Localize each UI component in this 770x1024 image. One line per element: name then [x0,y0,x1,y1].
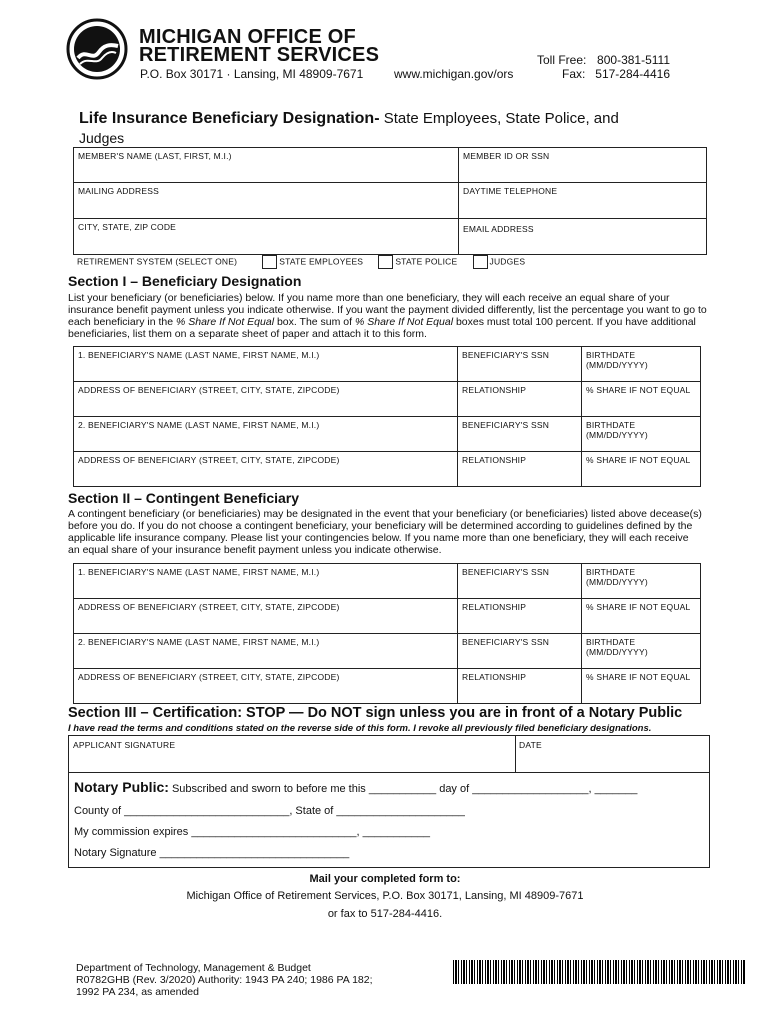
certification-box [68,735,710,868]
signature-date-field[interactable]: DATE [515,736,709,773]
beneficiary2-share-field[interactable]: % SHARE IF NOT EQUAL [582,452,701,487]
section1-title: Section I – Beneficiary Designation [68,273,302,289]
notary-statement: Notary Public: Subscribed and sworn to before me this ___________ day of ___________________, _______ [74,779,638,795]
mailing-address-field[interactable]: MAILING ADDRESS [74,183,459,219]
email-field[interactable]: EMAIL ADDRESS [459,219,707,255]
contingent2-relationship-field[interactable]: RELATIONSHIP [458,669,582,704]
beneficiary2-relationship-field[interactable]: RELATIONSHIP [458,452,582,487]
mail-fax: or fax to 517-284-4416. [327,908,443,920]
beneficiary2-ssn-field[interactable]: BENEFICIARY'S SSN [458,417,582,452]
judges-checkbox[interactable] [473,255,488,269]
state-employees-checkbox[interactable] [262,255,277,269]
contingent2-name-field[interactable]: 2. BENEFICIARY'S NAME (LAST NAME, FIRST NAME, M.I.) [74,634,458,669]
retirement-system-row: RETIREMENT SYSTEM (SELECT ONE) STATE EMPLOYEES STATE POLICE JUDGES [77,255,706,269]
section2-title: Section II – Contingent Beneficiary [68,490,300,506]
beneficiary1-birthdate-field[interactable]: BIRTHDATE (MM/DD/YYYY) [582,347,701,382]
member-name-field[interactable]: MEMBER'S NAME (LAST, FIRST, M.I.) [74,148,459,183]
beneficiary2-address-field[interactable]: ADDRESS OF BENEFICIARY (STREET, CITY, STATE, ZIPCODE) [74,452,458,487]
applicant-signature-field[interactable]: APPLICANT SIGNATURE [69,736,516,773]
beneficiary1-share-field[interactable]: % SHARE IF NOT EQUAL [582,382,701,417]
beneficiary1-name-field[interactable]: 1. BENEFICIARY'S NAME (LAST NAME, FIRST NAME, M.I.) [74,347,458,382]
section1-instructions: List your beneficiary (or beneficiaries) below. If you name more than one beneficiary, they will each receive an equal share of your insurance benefit payment unless you indicate otherwise. If you want the payment divided differently, list the percentage you want to go to each beneficiary in the % Share If Not Equal box. The sum of % Share If Not Equal boxes must total 100 percent. If you have additional beneficiaries, list them on a separate sheet of paper and attach it to this form. [68,292,707,340]
contingent1-share-field[interactable]: % SHARE IF NOT EQUAL [582,599,701,634]
beneficiary2-name-field[interactable]: 2. BENEFICIARY'S NAME (LAST NAME, FIRST NAME, M.I.) [74,417,458,452]
contingent1-birthdate-field[interactable]: BIRTHDATE (MM/DD/YYYY) [582,564,701,599]
contingent-beneficiary-table [73,563,701,704]
beneficiary-table [73,346,701,487]
contingent1-address-field[interactable]: ADDRESS OF BENEFICIARY (STREET, CITY, STATE, ZIPCODE) [74,599,458,634]
member-info-table [73,147,707,255]
retirement-system-label: RETIREMENT SYSTEM (SELECT ONE) [77,256,238,267]
org-website[interactable]: www.michigan.gov/ors [394,67,514,81]
tollfree-line: Toll Free: 800-381-5111 [537,53,670,67]
section3-title: Section III – Certification: STOP — Do NOT sign unless you are in front of a Notary Public [68,705,683,721]
contingent1-name-field[interactable]: 1. BENEFICIARY'S NAME (LAST NAME, FIRST NAME, M.I.) [74,564,458,599]
form-title: Life Insurance Beneficiary Designation- State Employees, State Police, and [79,110,619,127]
org-name-line2: RETIREMENT SERVICES [139,44,380,66]
beneficiary1-address-field[interactable]: ADDRESS OF BENEFICIARY (STREET, CITY, STATE, ZIPCODE) [74,382,458,417]
contingent1-relationship-field[interactable]: RELATIONSHIP [458,599,582,634]
barcode-icon [453,960,745,984]
contingent2-birthdate-field[interactable]: BIRTHDATE (MM/DD/YYYY) [582,634,701,669]
fax-line: Fax: 517-284-4416 [562,67,670,81]
contingent1-ssn-field[interactable]: BENEFICIARY'S SSN [458,564,582,599]
section2-instructions: A contingent beneficiary (or beneficiaries) may be designated in the event that your beneficiary (or beneficiaries) listed above decease(s) before you do. If you do not choose a contingent beneficiary, your beneficiary will be determined according to guidelines defined by the applicable life insurance company. Please list your contingencies below. If you name more than one beneficiary, they will each receive an equal share of your insurance benefit payment unless you indicate otherwise. [68,508,702,556]
city-state-zip-field[interactable]: CITY, STATE, ZIP CODE [74,219,459,255]
beneficiary1-relationship-field[interactable]: RELATIONSHIP [458,382,582,417]
org-name-line1: MICHIGAN OFFICE OF [139,26,356,48]
ors-logo-icon [66,18,128,80]
form-title-line2: Judges [79,130,125,146]
member-id-field[interactable]: MEMBER ID OR SSN [459,148,707,183]
notary-signature-line[interactable]: Notary Signature _______________________________ [74,847,350,859]
contingent2-address-field[interactable]: ADDRESS OF BENEFICIARY (STREET, CITY, STATE, ZIPCODE) [74,669,458,704]
footer-info: Department of Technology, Management & Budget R0782GHB (Rev. 3/2020) Authority: 1943 PA 240; 1986 PA 182; 1992 PA 234, as amended [76,962,373,998]
notary-commission-line[interactable]: My commission expires ___________________________, ___________ [74,826,430,838]
section3-certification-note: I have read the terms and conditions stated on the reverse side of this form. I revoke all previously filed beneficiary designations. [68,723,652,734]
org-address: P.O. Box 30171 · Lansing, MI 48909-7671 [140,67,364,81]
beneficiary2-birthdate-field[interactable]: BIRTHDATE (MM/DD/YYYY) [582,417,701,452]
beneficiary1-ssn-field[interactable]: BENEFICIARY'S SSN [458,347,582,382]
state-police-checkbox[interactable] [378,255,393,269]
mail-heading: Mail your completed form to: [309,873,461,885]
contingent2-share-field[interactable]: % SHARE IF NOT EQUAL [582,669,701,704]
notary-county-line[interactable]: County of ___________________________, State of _____________________ [74,805,465,817]
contingent2-ssn-field[interactable]: BENEFICIARY'S SSN [458,634,582,669]
daytime-phone-field[interactable]: DAYTIME TELEPHONE [459,183,707,219]
mail-address: Michigan Office of Retirement Services, P.O. Box 30171, Lansing, MI 48909-7671 [186,890,584,902]
